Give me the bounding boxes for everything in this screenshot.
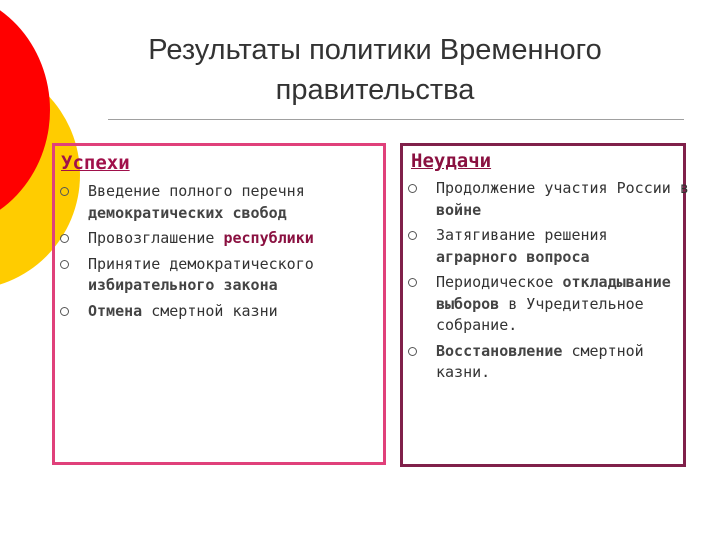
success-item: Отмена смертной казни	[55, 301, 389, 323]
title-line-2: правительства	[275, 74, 475, 106]
circle-bullet-icon	[60, 260, 69, 269]
circle-bullet-icon	[60, 307, 69, 316]
failure-item: Продолжение участия России в войне	[403, 178, 689, 221]
failure-list	[403, 178, 689, 388]
circle-bullet-icon	[408, 231, 417, 240]
circle-bullet-icon	[408, 347, 417, 356]
success-list	[55, 181, 389, 326]
circle-bullet-icon	[60, 234, 69, 243]
success-column	[52, 143, 386, 465]
success-item: Принятие демократического избирательного закона	[55, 254, 389, 297]
circle-bullet-icon	[408, 278, 417, 287]
success-item: Введение полного перечня демократических свобод	[55, 181, 389, 224]
page-title	[55, 30, 695, 110]
title-divider	[108, 119, 684, 120]
circle-bullet-icon	[60, 187, 69, 196]
circle-bullet-icon	[408, 184, 417, 193]
failure-column	[400, 143, 689, 467]
failure-header: Неудачи	[411, 150, 492, 172]
success-header: Успехи	[61, 152, 130, 174]
title-line-1: Результаты политики Временного	[148, 34, 602, 66]
failure-item: Восстановление смертной казни.	[403, 341, 689, 384]
failure-item: Затягивание решения аграрного вопроса	[403, 225, 689, 268]
failure-item: Периодическое откладывание выборов в Учредительное собрание.	[403, 272, 689, 337]
success-item: Провозглашение республики	[55, 228, 389, 250]
